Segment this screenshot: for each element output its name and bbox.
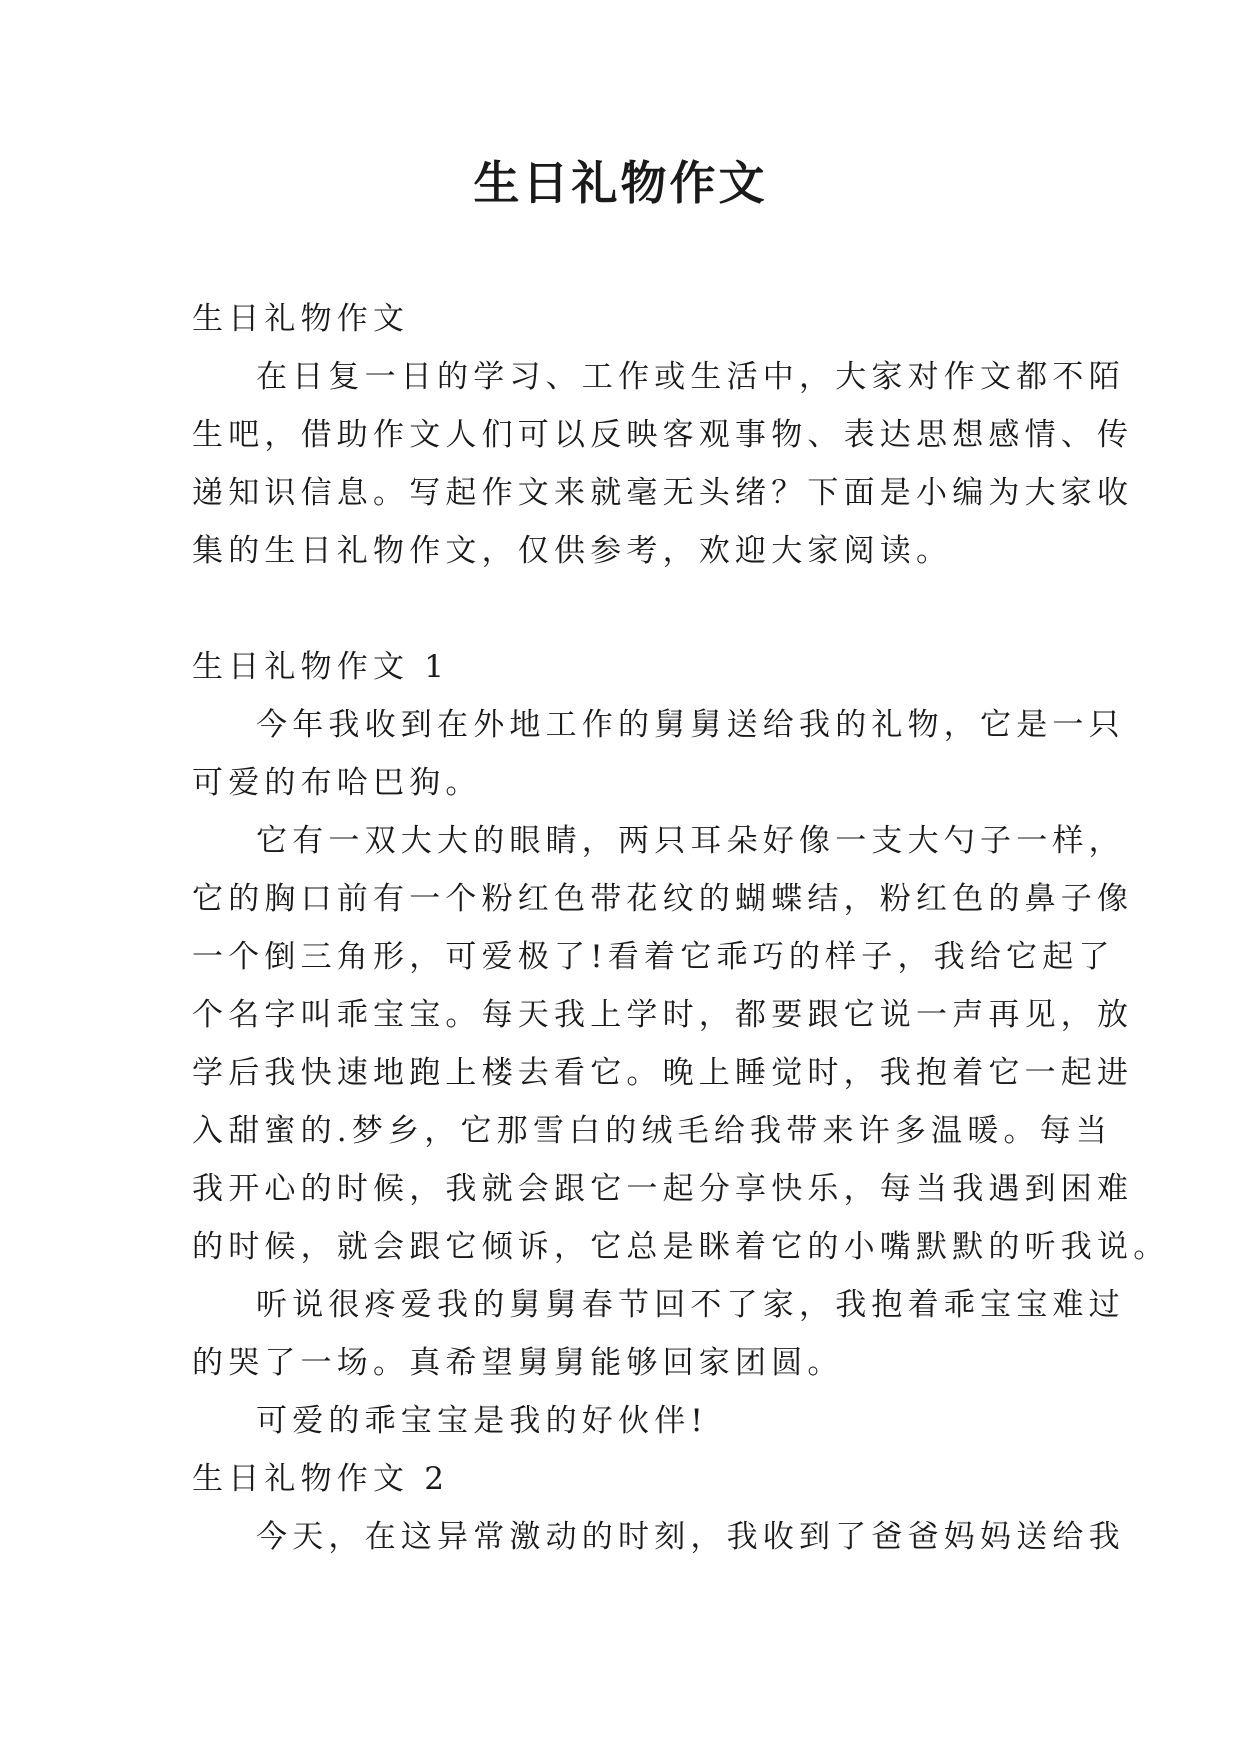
- document-title: 生日礼物作文: [473, 156, 768, 210]
- text-line: 递知识信息。写起作文来就毫无头绪？下面是小编为大家收: [192, 475, 1134, 511]
- text-line: 集的生日礼物作文，仅供参考，欢迎大家阅读。: [192, 533, 953, 569]
- text-line: 的哭了一场。真希望舅舅能够回家团圆。: [192, 1345, 844, 1381]
- text-line: 生日礼物作文 2: [192, 1461, 450, 1497]
- text-line: 它有一双大大的眼睛，两只耳朵好像一支大勺子一样，: [256, 823, 1125, 859]
- text-line: 听说很疼爱我的舅舅春节回不了家，我抱着乖宝宝难过: [256, 1287, 1125, 1323]
- text-line: 今年我收到在外地工作的舅舅送给我的礼物，它是一只: [256, 707, 1125, 743]
- text-line: 可爱的乖宝宝是我的好伙伴!: [256, 1403, 709, 1439]
- text-line: 生吧，借助作文人们可以反映客观事物、表达思想感情、传: [192, 417, 1134, 453]
- text-line: 可爱的布哈巴狗。: [192, 765, 482, 801]
- text-line: 我开心的时候，我就会跟它一起分享快乐，每当我遇到困难: [192, 1171, 1134, 1207]
- text-line: 在日复一日的学习、工作或生活中，大家对作文都不陌: [256, 359, 1125, 395]
- text-line: 学后我快速地跑上楼去看它。晚上睡觉时，我抱着它一起进: [192, 1055, 1134, 1091]
- document-body: [192, 290, 1170, 1566]
- text-line: 个名字叫乖宝宝。每天我上学时，都要跟它说一声再见，放: [192, 997, 1134, 1033]
- text-line: 生日礼物作文 1: [192, 649, 450, 685]
- text-line: 的时候，就会跟它倾诉，它总是眯着它的小嘴默默的听我说。: [192, 1229, 1170, 1265]
- text-line: 入甜蜜的.梦乡，它那雪白的绒毛给我带来许多温暖。每当: [192, 1113, 1113, 1149]
- blank-line: [192, 580, 1062, 638]
- text-line: 今天，在这异常激动的时刻，我收到了爸爸妈妈送给我: [256, 1519, 1125, 1555]
- text-line: 它的胸口前有一个粉红色带花纹的蝴蝶结，粉红色的鼻子像: [192, 881, 1134, 917]
- text-line: 生日礼物作文: [192, 301, 410, 337]
- text-line: 一个倒三角形，可爱极了!看着它乖巧的样子，我给它起了: [192, 939, 1115, 975]
